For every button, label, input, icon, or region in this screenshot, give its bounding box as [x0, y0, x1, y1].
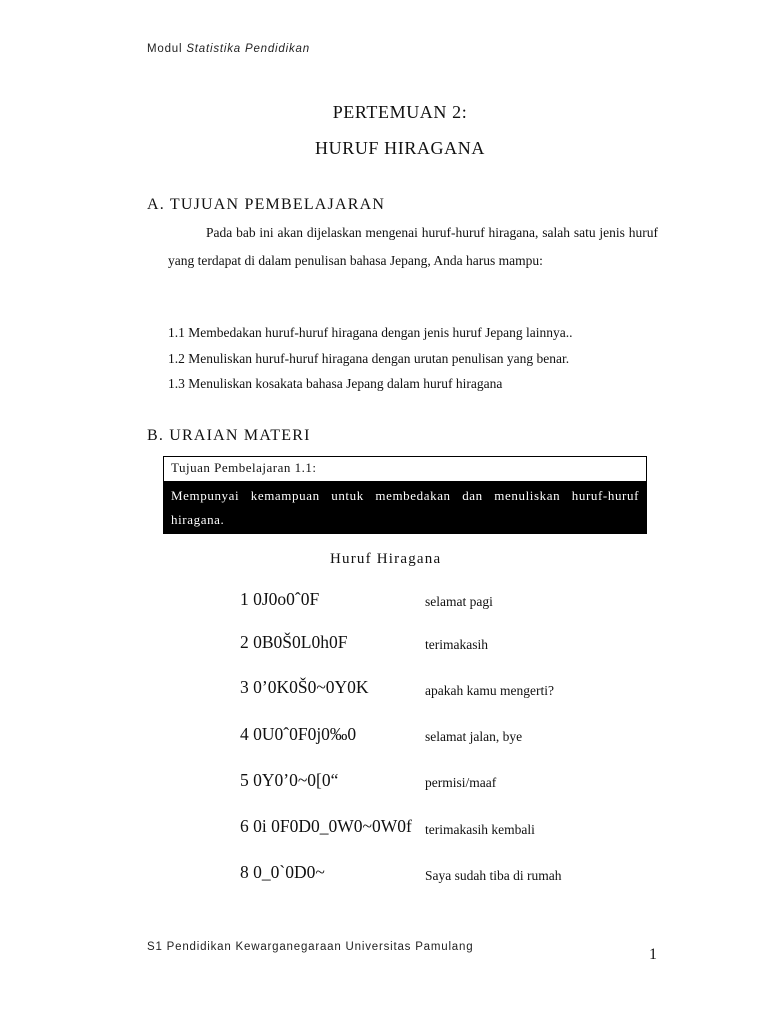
phrase-4-kana: 4 0U0ˆ0F0j0‰0	[240, 724, 357, 744]
page-title-line2: HURUF HIRAGANA	[315, 138, 485, 158]
phrase-7-kana: 8 0_0`0D0~	[240, 862, 325, 882]
phrase-3-kana: 3 0’0K0Š0~0Y0K	[240, 677, 369, 697]
phrase-4-meaning: selamat jalan, bye	[425, 729, 523, 744]
header-module-title: Statistika Pendidikan	[186, 43, 310, 55]
running-header	[147, 43, 310, 55]
learning-objective-box	[163, 456, 647, 534]
phrase-7-meaning: Saya sudah tiba di rumah	[425, 868, 562, 883]
section-b-heading: B. URAIAN MATERI	[147, 427, 311, 444]
objective-1-2: 1.2 Menuliskan huruf-huruf hiragana dengan urutan penulisan yang benar.	[168, 351, 570, 366]
section-a-paragraph	[168, 219, 658, 275]
phrase-1-meaning: selamat pagi	[425, 594, 493, 609]
phrase-5-meaning: permisi/maaf	[425, 775, 497, 790]
objective-1-1: 1.1 Membedakan huruf-huruf hiragana dengan jenis huruf Jepang lainnya..	[168, 325, 573, 340]
phrase-3-meaning: apakah kamu mengerti?	[425, 683, 554, 698]
section-a-heading: A. TUJUAN PEMBELAJARAN	[147, 196, 386, 213]
phrase-2-kana: 2 0B0Š0L0h0F	[240, 632, 348, 652]
phrase-5-kana: 5 0Y0’0~0[0“	[240, 770, 339, 790]
learning-objective-box-body	[164, 482, 646, 533]
objective-1-3: 1.3 Menuliskan kosakata bahasa Jepang dalam huruf hiragana	[168, 376, 503, 391]
learning-objective-box-title: Tujuan Pembelajaran 1.1:	[171, 460, 317, 475]
learning-objective-box-text: Mempunyai kemampuan untuk membedakan dan menuliskan huruf-huruf hiragana.	[171, 488, 639, 527]
phrase-2-meaning: terimakasih	[425, 637, 488, 652]
header-prefix: Modul	[147, 43, 187, 55]
phrase-6-meaning: terimakasih kembali	[425, 822, 535, 837]
phrase-1-kana: 1 0J0o0ˆ0F	[240, 589, 320, 609]
section-a-paragraph-text: Pada bab ini akan dijelaskan mengenai huruf-huruf hiragana, salah satu jenis huruf yang terdapat di dalam penulisan bahasa Jepang, Anda harus mampu:	[168, 225, 658, 268]
hiragana-subtitle: Huruf Hiragana	[330, 551, 442, 567]
phrase-6-kana: 6 0i 0F0D0_0W0~0W0f	[240, 816, 412, 836]
learning-objective-box-header	[164, 457, 646, 482]
page-title-line1: PERTEMUAN 2:	[332, 102, 468, 122]
page-number: 1	[649, 946, 657, 963]
running-footer: S1 Pendidikan Kewarganegaraan Universitas Pamulang	[147, 941, 474, 953]
